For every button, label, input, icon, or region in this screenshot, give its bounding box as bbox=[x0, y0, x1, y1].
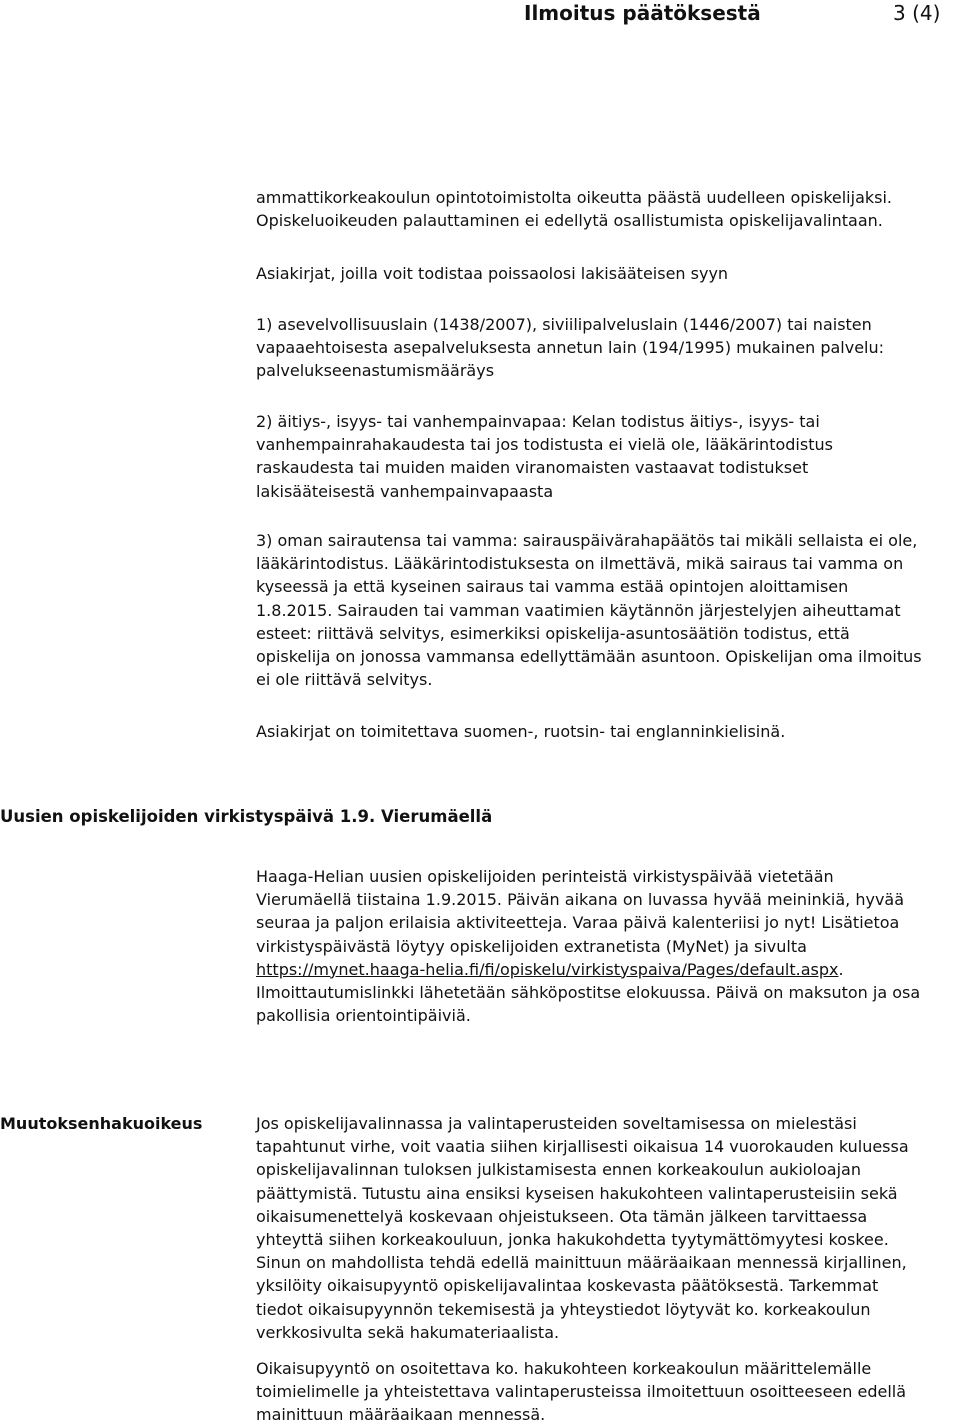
language-text: Asiakirjat on toimitettava suomen-, ruotsin- tai englanninkielisinä. bbox=[256, 722, 786, 741]
recreation-line: Haaga-Helian uusien opiskelijoiden perinteistä virkistyspäivää vietetään bbox=[256, 867, 834, 886]
item-line: lakisääteisestä vanhempainvapaasta bbox=[256, 481, 554, 501]
mynet-link[interactable]: https://mynet.haaga-helia.fi/fi/opiskelu/virkistyspaiva/Pages/default.aspx bbox=[256, 959, 839, 979]
appeal-line: verkkosivulta sekä hakumateriaalista. bbox=[256, 1322, 560, 1342]
documents-lead-text: Asiakirjat, joilla voit todistaa poissaolosi lakisääteisen syyn bbox=[256, 264, 729, 283]
appeal-label: Muutoksenhakuoikeus bbox=[0, 1114, 203, 1133]
appeal-line: Jos opiskelijavalinnassa ja valintaperusteiden soveltamisessa on mielestäsi bbox=[256, 1114, 857, 1133]
item-line: 3) oman sairautensa tai vamma: sairauspäivärahapäätös tai mikäli sellaista ei ole, bbox=[256, 531, 918, 550]
item-line: 2) äitiys-, isyys- tai vanhempainvapaa: Kelan todistus äitiys-, isyys- tai bbox=[256, 412, 820, 431]
item-line: lääkärintodistus. Lääkärintodistuksesta on ilmettävä, mikä sairaus tai vamma on bbox=[256, 554, 904, 574]
documents-item-3 bbox=[256, 529, 960, 691]
appeal-paragraph-1 bbox=[256, 1112, 960, 1344]
recreation-line: Vierumäellä tiistaina 1.9.2015. Päivän aikana on luvassa hyvää meininkiä, hyvää bbox=[256, 890, 905, 910]
page-number: 3 (4) bbox=[893, 1, 941, 25]
appeal-line: mainittuun määräaikaan mennessä. bbox=[256, 1405, 546, 1425]
documents-language bbox=[256, 720, 960, 743]
documents-lead bbox=[256, 262, 960, 285]
appeal-line: Oikaisupyyntö on osoitettava ko. hakukohteen korkeakoulun määrittelemälle bbox=[256, 1359, 872, 1378]
item-line: opiskelija on jonossa vammansa edellyttämään asuntoon. Opiskelijan oma ilmoitus bbox=[256, 647, 922, 667]
intro-line: Opiskeluoikeuden palauttaminen ei edellytä osallistumista opiskelijavalintaan. bbox=[256, 211, 883, 231]
appeal-line: tapahtunut virhe, voit vaatia siihen kirjallisesti oikaisua 14 vuorokauden kuluessa bbox=[256, 1137, 909, 1157]
item-line: palvelukseenastumismääräys bbox=[256, 361, 495, 381]
recreation-line: seuraa ja paljon erilaisia aktiviteetteja. Varaa päivä kalenteriisi jo nyt! Lisätietoa bbox=[256, 913, 900, 933]
appeal-line: yksilöity oikaisupyyntö opiskelijavalintaa koskevasta päätöksestä. Tarkemmat bbox=[256, 1276, 879, 1296]
recreation-heading: Uusien opiskelijoiden virkistyspäivä 1.9. Vierumäellä bbox=[0, 807, 493, 826]
appeal-line: tiedot oikaisupyynnön tekemisestä ja yhteystiedot löytyvät ko. korkeakoulun bbox=[256, 1299, 871, 1319]
appeal-line: oikaisumenettelyä koskevaan ohjeistukseen. Ota tämän jälkeen tarvittaessa bbox=[256, 1206, 868, 1226]
item-line: vapaaehtoisesta asepalveluksesta annetun lain (194/1995) mukainen palvelu: bbox=[256, 338, 885, 358]
recreation-paragraph bbox=[256, 865, 960, 1027]
appeal-line: yhteyttä siihen korkeakouluun, jonka hakukohdetta tyytymättömyytesi koskee. bbox=[256, 1230, 889, 1250]
item-line: vanhempainrahakaudesta tai jos todistusta ei vielä ole, lääkärintodistus bbox=[256, 435, 833, 455]
appeal-line: opiskelijavalinnan tuloksen julkistamisesta ennen korkeakoulun aukioloajan bbox=[256, 1160, 861, 1180]
item-line: esteet: riittävä selvitys, esimerkiksi opiskelija-asuntosäätiön todistus, että bbox=[256, 623, 850, 643]
documents-item-2 bbox=[256, 410, 960, 503]
item-line: 1) asevelvollisuuslain (1438/2007), siviilipalveluslain (1446/2007) tai naisten bbox=[256, 315, 872, 334]
item-line: ei ole riittävä selvitys. bbox=[256, 670, 433, 690]
documents-item-1 bbox=[256, 313, 960, 383]
intro-line: ammattikorkeakoulun opintotoimistolta oikeutta päästä uudelleen opiskelijaksi. bbox=[256, 188, 892, 207]
item-line: 1.8.2015. Sairauden tai vamman vaatimien käytännön järjestelyjen aiheuttamat bbox=[256, 600, 901, 620]
recreation-line: Ilmoittautumislinkki lähetetään sähköpostitse elokuussa. Päivä on maksuton ja osa bbox=[256, 983, 921, 1003]
recreation-line: pakollisia orientointipäiviä. bbox=[256, 1006, 471, 1026]
item-line: kyseessä ja että kyseinen sairaus tai vamma estää opintojen aloittamisen bbox=[256, 577, 849, 597]
recreation-link-line bbox=[256, 958, 960, 981]
appeal-line: toimielimelle ja yhteistettava valintaperusteissa ilmoitettuun osoitteeseen edellä bbox=[256, 1382, 907, 1402]
appeal-paragraph-2 bbox=[256, 1357, 960, 1427]
intro-paragraph bbox=[256, 186, 960, 232]
appeal-line: Sinun on mahdollista tehdä edellä mainittuun määräaikaan mennessä kirjallinen, bbox=[256, 1253, 907, 1273]
page-header bbox=[0, 0, 960, 30]
document-title: Ilmoitus päätöksestä bbox=[524, 1, 761, 25]
appeal-line: päättymistä. Tutustu aina ensiksi kyseisen hakukohteen valintaperusteisiin sekä bbox=[256, 1183, 898, 1203]
item-line: raskaudesta tai muiden maiden viranomaisten vastaavat todistukset bbox=[256, 458, 809, 478]
recreation-line: virkistyspäivästä löytyy opiskelijoiden extranetista (MyNet) ja sivulta bbox=[256, 936, 807, 956]
link-suffix: . bbox=[838, 959, 844, 979]
